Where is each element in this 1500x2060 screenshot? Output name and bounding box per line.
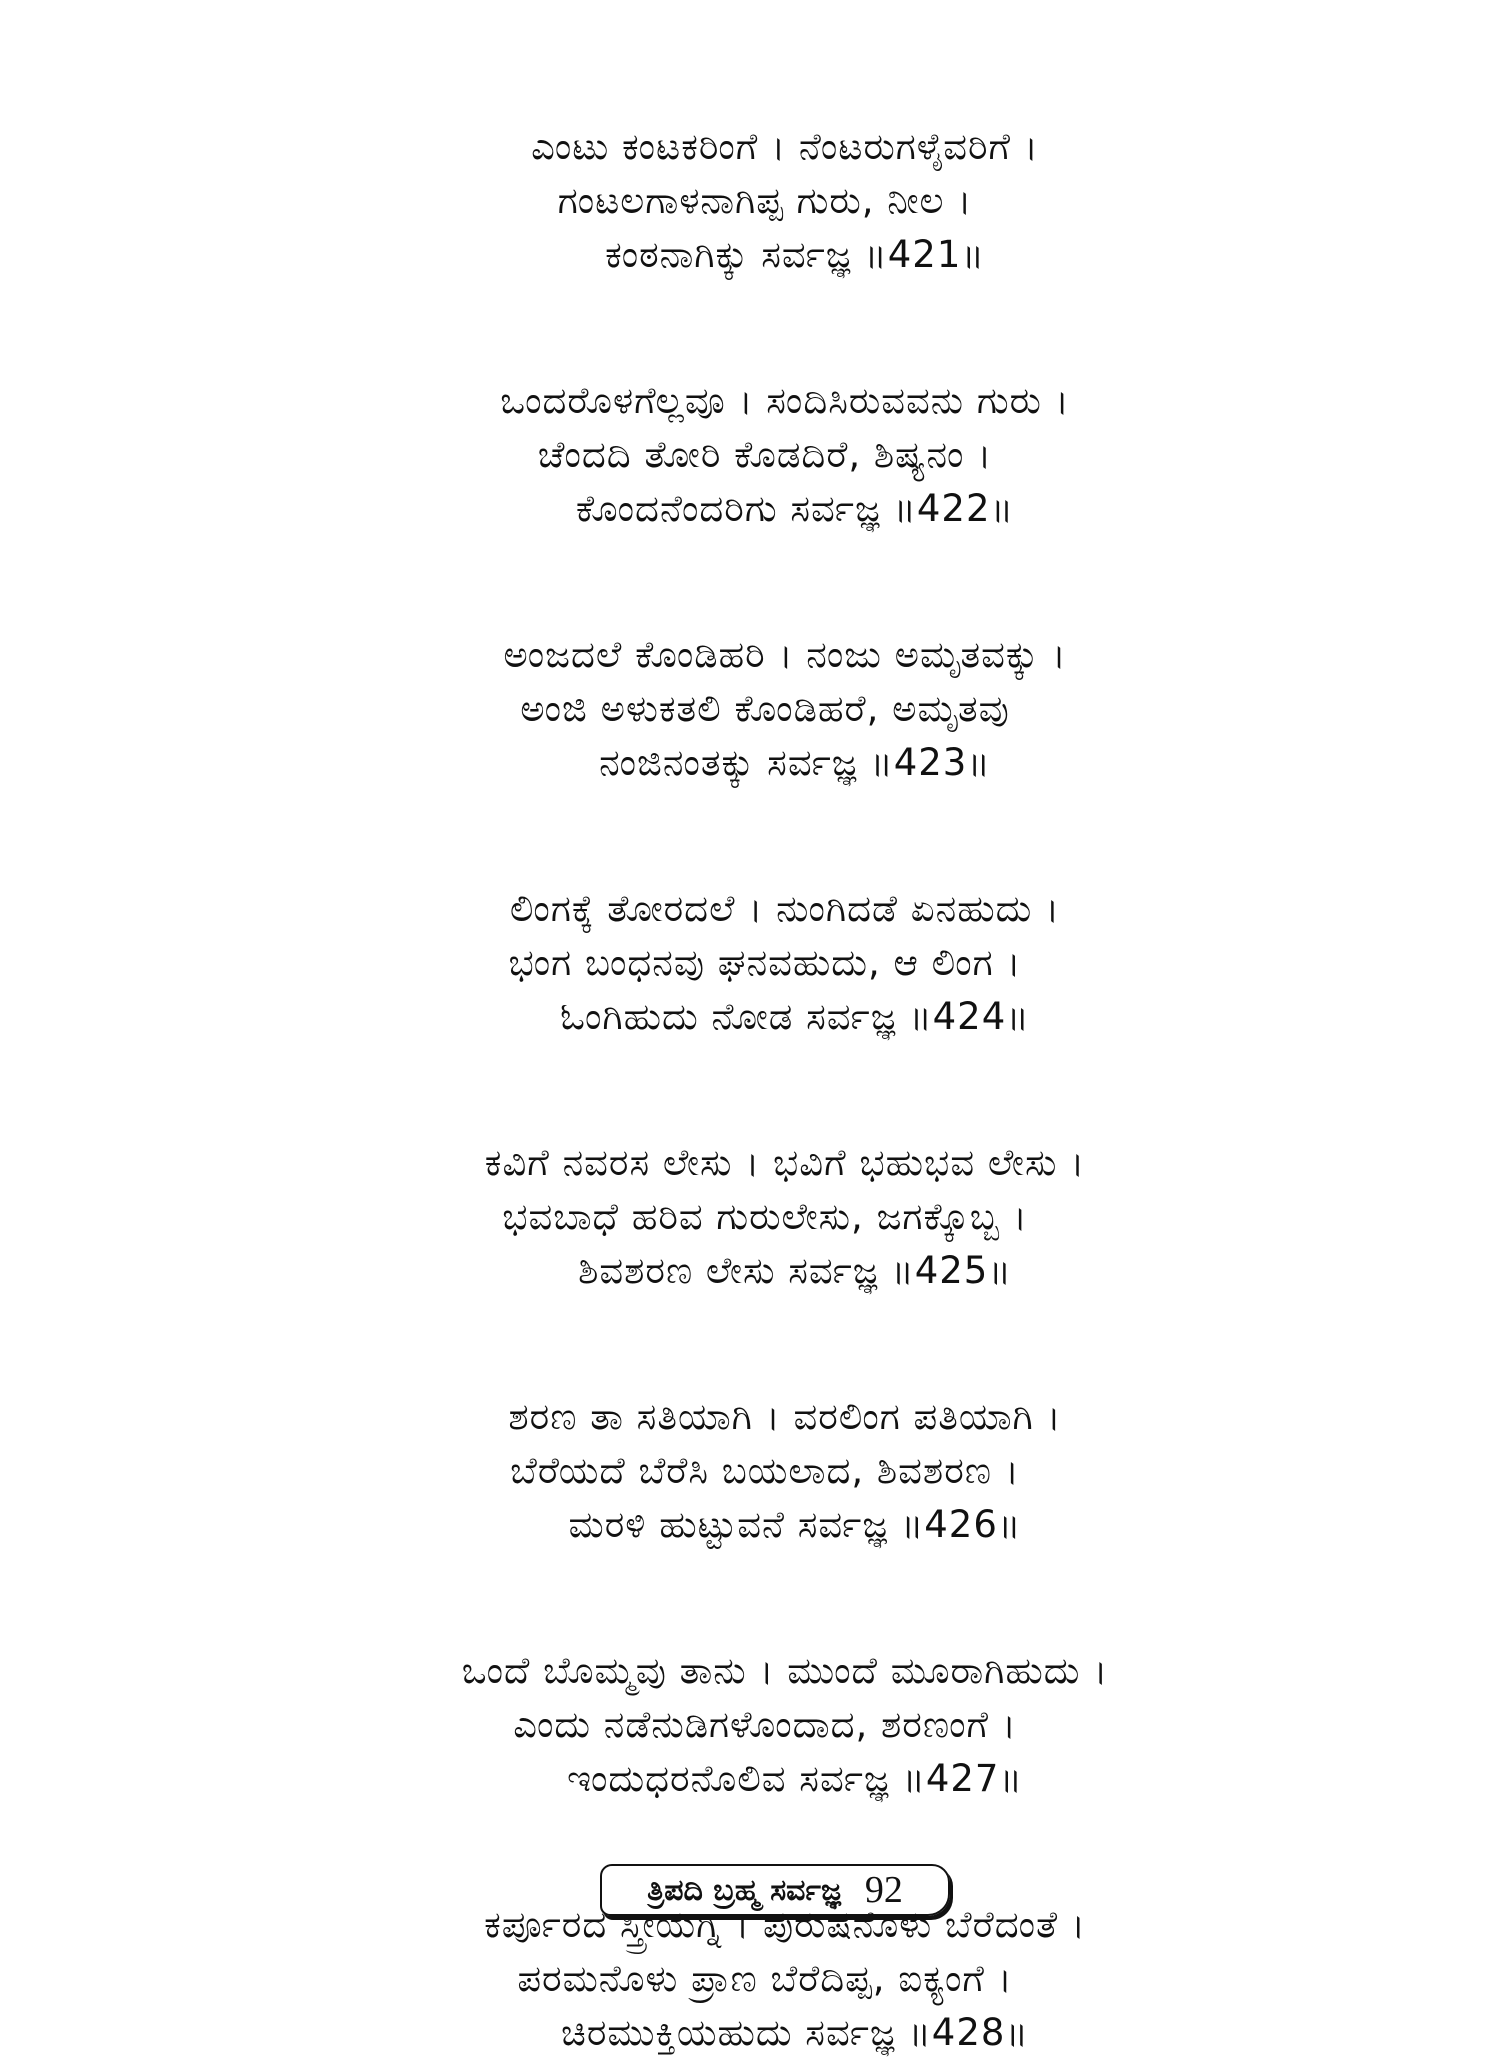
verse-line-1: ಒಂದೆ ಬೊಮ್ಮವು ತಾನು । ಮುಂದೆ ಮೂರಾಗಿಹುದು । bbox=[461, 1649, 1109, 1692]
verse-line-2: ಬೆರೆಯದೆ ಬೆರೆಸಿ ಬಯಲಾದ, ಶಿವಶರಣ । bbox=[510, 1449, 1020, 1492]
verse-line-2: ಭವಬಾಧೆ ಹರಿವ ಗುರುಲೇಸು, ಜಗಕ್ಕೊಬ್ಬ । bbox=[502, 1195, 1028, 1238]
verse-422 bbox=[0, 374, 1500, 536]
verse-line-2: ಅಂಜಿ ಅಳುಕತಲಿ ಕೊಂಡಿಹರೆ, ಅಮೃತವು bbox=[520, 687, 1010, 730]
verse-line-2: ಗಂಟಲಗಾಳನಾಗಿಪ್ಪ ಗುರು, ನೀಲ । bbox=[557, 179, 973, 222]
verse-line-1: ಕರ್ಪೂರದ ಸ್ತ್ರೀಯಗ್ನಿ । ಪುರುಷನೊಳು ಬೆರೆದಂತೆ । bbox=[484, 1903, 1086, 1946]
verse-line-1: ಲಿಂಗಕ್ಕೆ ತೋರದಲೆ । ನುಂಗಿದಡೆ ಏನಹುದು । bbox=[509, 887, 1061, 930]
page-footer-box bbox=[600, 1864, 950, 1916]
verse-line-3: ಕಂಠನಾಗಿಕ್ಕು ಸರ್ವಜ್ಞ ॥421॥ bbox=[605, 233, 985, 276]
verse-426 bbox=[0, 1390, 1500, 1552]
book-title: ತ್ರಿಪದಿ ಬ್ರಹ್ಮ ಸರ್ವಜ್ಞ bbox=[647, 1872, 841, 1908]
verse-line-1: ಒಂದರೊಳಗೆಲ್ಲವೂ । ಸಂದಿಸಿರುವವನು ಗುರು । bbox=[500, 379, 1070, 422]
verse-423 bbox=[0, 628, 1500, 790]
verse-line-3: ನಂಜಿನಂತಕ್ಕು ಸರ್ವಜ್ಞ ॥423॥ bbox=[599, 741, 991, 784]
verse-line-3: ಮರಳಿ ಹುಟ್ಟುವನೆ ಸರ್ವಜ್ಞ ॥426॥ bbox=[568, 1503, 1022, 1546]
verse-line-1: ಅಂಜದಲೆ ಕೊಂಡಿಹರಿ । ನಂಜು ಅಮೃತವಕ್ಕು । bbox=[503, 633, 1067, 676]
verse-line-3: ಶಿವಶರಣ ಲೇಸು ಸರ್ವಜ್ಞ ॥425॥ bbox=[578, 1249, 1012, 1292]
verse-line-3: ಕೊಂದನೆಂದರಿಗು ಸರ್ವಜ್ಞ ॥422॥ bbox=[575, 487, 1015, 530]
verse-line-3: ಚಿರಮುಕ್ತಿಯಹುದು ಸರ್ವಜ್ಞ ॥428॥ bbox=[560, 2011, 1029, 2054]
verse-line-1: ಕವಿಗೆ ನವರಸ ಲೇಸು । ಭವಿಗೆ ಭಹುಭವ ಲೇಸು । bbox=[484, 1141, 1086, 1184]
verse-425 bbox=[0, 1136, 1500, 1298]
verse-line-1: ಶರಣ ತಾ ಸತಿಯಾಗಿ । ವರಲಿಂಗ ಪತಿಯಾಗಿ । bbox=[508, 1395, 1062, 1438]
verse-line-2: ಪರಮನೊಳು ಪ್ರಾಣ ಬೆರೆದಿಪ್ಪ, ಐಕ್ಯಂಗೆ । bbox=[517, 1957, 1013, 2000]
verse-line-3: ಓಂಗಿಹುದು ನೋಡ ಸರ್ವಜ್ಞ ॥424॥ bbox=[560, 995, 1030, 1038]
verse-line-3: ಇಂದುಧರನೊಲಿವ ಸರ್ವಜ್ಞ ॥427॥ bbox=[566, 1757, 1024, 1800]
verse-line-2: ಭಂಗ ಬಂಧನವು ಘನವಹುದು, ಆ ಲಿಂಗ । bbox=[508, 941, 1022, 984]
page-number: 92 bbox=[864, 1869, 903, 1911]
verse-424 bbox=[0, 882, 1500, 1044]
verse-428 bbox=[0, 1898, 1500, 2060]
verse-427 bbox=[0, 1644, 1500, 1806]
verse-line-1: ಎಂಟು ಕಂಟಕರಿಂಗೆ । ನೆಂಟರುಗಳೈವರಿಗೆ । bbox=[531, 125, 1039, 168]
verse-list bbox=[0, 120, 1500, 2060]
verse-line-2: ಎಂದು ನಡೆನುಡಿಗಳೊಂದಾದ, ಶರಣಂಗೆ । bbox=[513, 1703, 1017, 1746]
verse-line-2: ಚೆಂದದಿ ತೋರಿ ಕೊಡದಿರೆ, ಶಿಷ್ಯನಂ । bbox=[537, 433, 993, 476]
verse-421 bbox=[0, 120, 1500, 282]
